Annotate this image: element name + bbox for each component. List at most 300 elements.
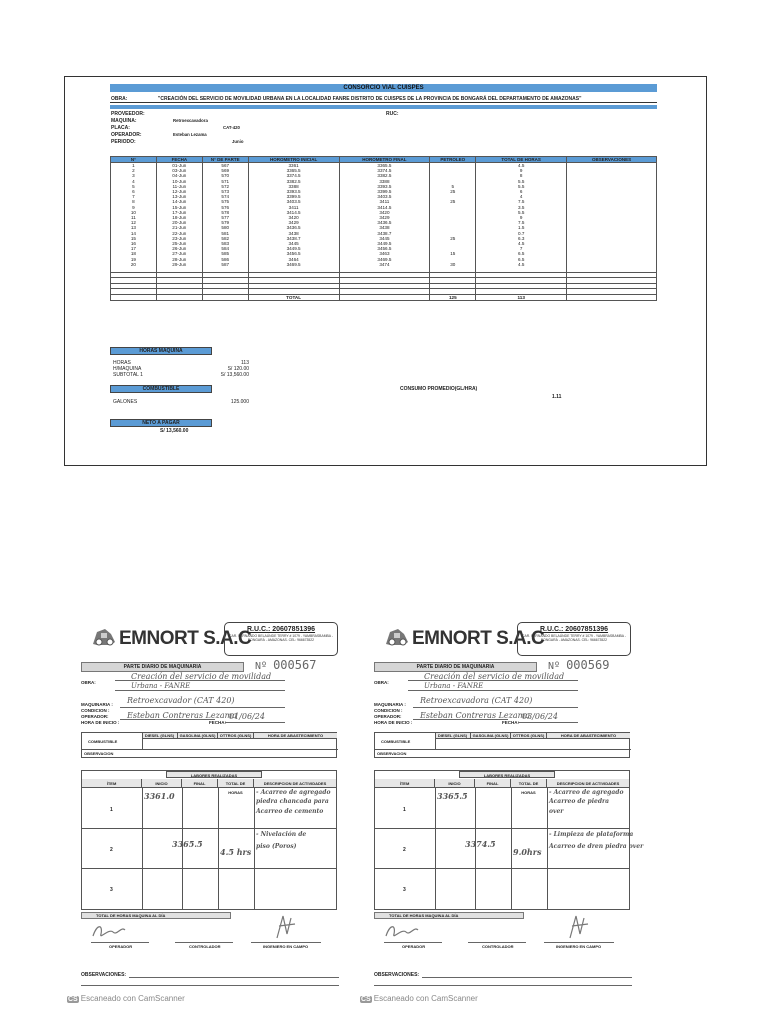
maquinaria-handwriting: Retroexcavadora (CAT 420) — [420, 696, 533, 705]
table-cell: 3393.5 — [248, 189, 339, 194]
col-petroleo: PETROLEO — [430, 157, 476, 163]
obra-value: "CREACIÓN DEL SERVICIO DE MOVILIDAD URBANA EN LA LOCALIDAD FANRE DISTRITO DE CUISPES DE LA PROVINCIA DE BONGARÁ DEL DEPARTAMENTO DE AMAZONAS" — [158, 96, 582, 102]
table-cell — [156, 294, 202, 300]
signature-line — [468, 942, 526, 943]
final-handwriting: 3374.5 — [465, 839, 496, 849]
obra-handwriting-1: Creación del servicio de movilidad — [424, 672, 565, 681]
hours-table — [110, 156, 657, 301]
table-cell: 3438.7 — [339, 231, 430, 236]
table-cell: 575 — [202, 199, 248, 204]
table-cell: 7.5 — [476, 220, 567, 225]
table-cell: 25-Jun — [156, 241, 202, 246]
fuel-header-diesel: DIESEL (GLNS) — [142, 733, 178, 739]
col-fecha: FECHA — [156, 157, 202, 163]
subtotal-row — [113, 372, 249, 378]
desc-handwriting: Acarreo de cemento — [256, 808, 324, 815]
table-cell — [111, 294, 157, 300]
desc-handwriting: - Acarreo de agregado — [256, 789, 331, 796]
fuel-table — [374, 732, 630, 758]
ruc-box — [517, 622, 631, 656]
valuation-sheet — [64, 76, 707, 466]
signature-ingeniero-icon — [564, 912, 592, 942]
table-cell: 113 — [476, 294, 567, 300]
observaciones-label: OBSERVACIONES: — [374, 972, 420, 978]
table-cell: 8 — [111, 199, 157, 204]
desc-handwriting: piedra chancada para — [256, 798, 329, 805]
signature-operador-icon — [89, 920, 129, 942]
table-cell: 7 — [476, 246, 567, 251]
total-row — [111, 294, 657, 300]
table-cell: 10 — [111, 210, 157, 215]
total-handwriting: 9.0hrs — [513, 847, 542, 857]
table-cell: 5.5 — [476, 179, 567, 184]
table-cell: 15 — [111, 236, 157, 241]
table-cell: 573 — [202, 189, 248, 194]
maquinaria-label: MAQUINARIA : — [374, 702, 406, 707]
lab-table-rule — [547, 788, 548, 910]
table-cell: 3 — [111, 173, 157, 178]
table-cell: 585 — [202, 251, 248, 256]
table-cell: TOTAL — [248, 294, 339, 300]
lab-table-rule — [435, 788, 436, 910]
table-cell: 11-Jun — [156, 184, 202, 189]
table-cell: 3449.5 — [339, 241, 430, 246]
combustible-label: COMBUSTIBLE — [88, 739, 118, 744]
item-number: 3 — [110, 887, 113, 893]
operador-label: OPERADOR: — [81, 714, 109, 719]
consumo-label: CONSUMO PROMEDIO(GL/HRA) — [400, 386, 478, 392]
table-cell: 27-Jun — [156, 251, 202, 256]
condicion-label: CONDICION : — [81, 708, 110, 713]
signature-line — [251, 942, 321, 943]
company-address: CAR. FERNANDO BELAÚNDE TERRY # 1079 - YAMBRASBAMBA - BONGARÁ - AMAZONAS. CEL: 966673522 — [522, 634, 626, 642]
table-cell: 5 — [430, 184, 476, 189]
maquinaria-label: MAQUINARIA : — [81, 702, 113, 707]
desc-handwriting: piso (Poros) — [256, 843, 297, 850]
table-cell: 3365.5 — [339, 163, 430, 169]
company-address: CAR. FERNANDO BELAÚNDE TERRY # 1079 - YAMBRASBAMBA - BONGARÁ - AMAZONAS. CEL: 966673522 — [229, 634, 333, 642]
col-observaciones: OBSERVACIONES — [567, 157, 657, 163]
table-cell: 3403.5 — [248, 199, 339, 204]
table-cell: 577 — [202, 215, 248, 220]
operador-handwriting: Esteban Contreras Lezama — [127, 711, 237, 720]
table-cell: 3429 — [248, 220, 339, 225]
ruc-box — [224, 622, 338, 656]
placa-label: PLACA: — [111, 125, 130, 131]
desc-handwriting: Acarreo de piedra — [549, 798, 610, 805]
table-cell: 9 — [476, 168, 567, 173]
item-number: 3 — [403, 887, 406, 893]
table-cell: 18-Jun — [156, 215, 202, 220]
company-brand: EMNORT S.A.C — [412, 628, 545, 649]
col-horometro-inicial: HOROMETRO INICIAL — [248, 157, 339, 163]
table-cell: 03-Jun — [156, 168, 202, 173]
fecha-handwriting: 01/06/24 — [229, 712, 265, 721]
table-cell: 3.5 — [476, 205, 567, 210]
table-cell: 01-Jun — [156, 163, 202, 169]
table-cell: 3388 — [339, 179, 430, 184]
lab-table-rule — [375, 868, 629, 869]
table-cell: 587 — [202, 262, 248, 267]
maquina-label: MAQUINA: — [111, 118, 137, 124]
serial-prefix: Nº — [548, 661, 561, 672]
table-cell: 3420 — [339, 210, 430, 215]
col-total-horas: TOTAL DE HORAS — [476, 157, 567, 163]
total-dia-bar: TOTAL DE HORAS MAQUINA AL DÍA — [81, 912, 231, 919]
obra-handwriting-2: Urbana - FANRE — [131, 682, 191, 690]
galones-value: 125.000 — [230, 399, 249, 405]
daily-report-form — [358, 620, 648, 1010]
fecha-underline — [225, 722, 285, 723]
lab-header-total: TOTAL DE HORAS — [218, 779, 254, 788]
obra-label: OBRA: — [111, 96, 128, 102]
item-number: 2 — [403, 847, 406, 853]
fecha-label: FECHA: — [502, 720, 519, 725]
serial-number — [255, 658, 316, 672]
company-logo-icon — [91, 626, 117, 648]
table-cell — [202, 294, 248, 300]
table-cell: 579 — [202, 220, 248, 225]
table-cell: 3438 — [248, 231, 339, 236]
observaciones-line — [422, 977, 632, 978]
fuel-header-gasolina: GASOLINA (GLNS) — [178, 733, 218, 739]
table-cell: 21-Jun — [156, 225, 202, 230]
table-cell: 8 — [476, 173, 567, 178]
lab-header-item: ÍTEM — [82, 779, 142, 788]
table-cell: 3463 — [339, 251, 430, 256]
table-cell: 3429 — [339, 215, 430, 220]
table-cell: 12 — [111, 220, 157, 225]
table-cell: 580 — [202, 225, 248, 230]
fuel-table — [81, 732, 337, 758]
camscanner-text: Escaneado con CamScanner — [373, 994, 478, 1003]
table-cell: 3420 — [248, 215, 339, 220]
observaciones-line — [129, 977, 339, 978]
galones-row — [113, 399, 249, 405]
fuel-header-diesel: DIESEL (GLNS) — [435, 733, 471, 739]
obra-underline — [115, 680, 285, 681]
table-cell: 3436.5 — [248, 225, 339, 230]
serial-value: 000567 — [273, 658, 317, 672]
table-cell: 3374.5 — [248, 173, 339, 178]
table-cell: 10-Jun — [156, 179, 202, 184]
lab-header-final: FINAL — [182, 779, 218, 788]
table-cell: 3388 — [248, 184, 339, 189]
table-cell: 15 — [430, 251, 476, 256]
lab-table-rule — [375, 828, 629, 829]
lab-table-rule — [142, 788, 143, 910]
sheet-title: CONSORCIO VIAL CUISPES — [110, 84, 657, 92]
company-logo-icon — [384, 626, 410, 648]
operador-value: Esteban Lezama — [173, 132, 207, 137]
signature-line — [544, 942, 614, 943]
sig-ingeniero: INGENIERO EN CAMPO — [263, 944, 309, 949]
fecha-label: FECHA: — [209, 720, 226, 725]
table-cell: 13 — [111, 225, 157, 230]
table-cell — [567, 294, 657, 300]
table-cell: 567 — [202, 163, 248, 169]
table-cell: 3403.5 — [339, 194, 430, 199]
table-cell: 7 — [111, 194, 157, 199]
table-cell: 3411 — [339, 199, 430, 204]
camscanner-badge: CS — [68, 996, 78, 1003]
fuel-table-rule — [375, 749, 631, 750]
subtotal-value: S/ 13,560.00 — [220, 372, 249, 378]
obra-row — [110, 95, 657, 103]
final-handwriting: 3365.5 — [172, 839, 203, 849]
lab-header-final: FINAL — [475, 779, 511, 788]
table-cell: 4.5 — [476, 163, 567, 169]
consumo-value: 1.11 — [552, 394, 562, 400]
col-n: N° — [111, 157, 157, 163]
table-cell: 1.5 — [476, 225, 567, 230]
galones-label: GALONES — [113, 399, 138, 405]
operador-underline — [120, 719, 215, 720]
table-cell: 6.5 — [476, 251, 567, 256]
desc-handwriting: Acarreo de dren piedra over — [549, 843, 644, 850]
signature-line — [175, 942, 233, 943]
table-cell: 20-Jun — [156, 220, 202, 225]
table-cell: 25 — [430, 199, 476, 204]
table-cell: 7.5 — [476, 199, 567, 204]
operador-label: OPERADOR: — [111, 132, 142, 138]
lab-table-rule — [511, 788, 512, 910]
ruc-number: R.U.C.: 20607851396 — [539, 626, 609, 633]
serial-number — [548, 658, 609, 672]
maquinaria-underline — [413, 707, 578, 708]
camscanner-badge: CS — [361, 996, 371, 1003]
proveedor-label: PROVEEDOR: — [111, 111, 145, 117]
lab-table-rule — [218, 788, 219, 910]
lab-header-descripcion: DESCRIPCION DE ACTIVIDADES — [547, 779, 629, 788]
serial-value: 000569 — [566, 658, 610, 672]
horas-label: HORAS — [113, 360, 131, 366]
hmaquina-value: S/ 120.00 — [227, 366, 249, 372]
signature-ingeniero-icon — [271, 912, 299, 942]
desc-handwriting: - Nivelación de — [256, 831, 307, 838]
table-cell: 3365.5 — [248, 168, 339, 173]
sig-controlador: CONTROLADOR — [482, 944, 514, 949]
serial-prefix: Nº — [255, 661, 268, 672]
col-parte: N° DE PARTE — [202, 157, 248, 163]
combustible-header: COMBUSTIBLE — [110, 385, 212, 393]
fecha-underline — [518, 722, 578, 723]
separator-bar — [110, 105, 657, 109]
sig-operador: OPERADOR — [109, 944, 133, 949]
ruc-label: RUC: — [386, 111, 399, 117]
table-cell: 3449.5 — [248, 246, 339, 251]
obra-underline — [408, 690, 578, 691]
lab-table-rule — [254, 788, 255, 910]
company-brand: EMNORT S.A.C — [119, 628, 252, 649]
fuel-header-gasolina: GASOLINA (GLNS) — [471, 733, 511, 739]
fuel-header-otros: OTTROS (GLNS) — [511, 733, 547, 739]
ruc-number: R.U.C.: 20607851396 — [246, 626, 316, 633]
table-cell: 3374.5 — [339, 168, 430, 173]
table-cell: 18 — [111, 251, 157, 256]
obra-label: OBRA: — [81, 680, 96, 685]
table-cell: 3469.5 — [339, 257, 430, 262]
combustible-label: COMBUSTIBLE — [381, 739, 411, 744]
table-cell: 04-Jun — [156, 173, 202, 178]
parte-title: PARTE DIARIO DE MAQUINARIA — [81, 662, 244, 672]
equipment-info — [110, 110, 657, 150]
neto-value: S/ 13,560.00 — [160, 428, 189, 434]
table-cell: 3445 — [339, 236, 430, 241]
table-cell: 570 — [202, 173, 248, 178]
table-cell: 3469.5 — [248, 262, 339, 267]
total-handwriting: 4.5 hrs — [220, 847, 252, 857]
lab-table-rule — [82, 868, 336, 869]
fuel-header-hora: HORA DE ABASTECIMIENTO — [254, 733, 337, 739]
table-cell: 19 — [111, 257, 157, 262]
fecha-handwriting: 03/06/24 — [522, 712, 558, 721]
daily-report-form — [65, 620, 355, 1010]
table-cell: 569 — [202, 168, 248, 173]
table-cell: 25 — [430, 189, 476, 194]
table-cell: 4.5 — [476, 241, 567, 246]
total-dia-bar: TOTAL DE HORAS MAQUINA AL DÍA — [374, 912, 524, 919]
horas-maquina-header: HORAS MAQUINA — [110, 347, 212, 355]
camscanner-watermark — [67, 994, 185, 1003]
table-cell: 3438.7 — [248, 236, 339, 241]
lab-table-rule — [475, 788, 476, 910]
table-cell: 571 — [202, 179, 248, 184]
maquinaria-underline — [120, 707, 285, 708]
table-cell: 17-Jun — [156, 210, 202, 215]
signature-operador-icon — [382, 920, 422, 942]
table-cell: 9 — [476, 215, 567, 220]
fuel-table-rule — [435, 733, 436, 749]
lab-header-descripcion: DESCRIPCION DE ACTIVIDADES — [254, 779, 336, 788]
fuel-header-otros: OTTROS (GLNS) — [218, 733, 254, 739]
placa-value: CAT-420 — [223, 125, 240, 130]
obra-underline — [408, 680, 578, 681]
table-cell: 22-Jun — [156, 231, 202, 236]
table-cell: 5.5 — [476, 184, 567, 189]
table-cell: 3361 — [248, 163, 339, 169]
table-cell: 16 — [111, 241, 157, 246]
observaciones-label: OBSERVACIONES: — [81, 972, 127, 978]
labores-table — [374, 770, 644, 910]
periodo-value: Junio — [232, 139, 244, 144]
signature-line — [91, 942, 149, 943]
observacion-label: OBSERVACION — [377, 751, 407, 756]
table-cell: 12-Jun — [156, 189, 202, 194]
subtotal-label: SUBTOTAL 1 — [113, 372, 143, 378]
lab-header-item: ÍTEM — [375, 779, 435, 788]
lab-table-rule — [82, 828, 336, 829]
table-cell: 581 — [202, 231, 248, 236]
item-number: 2 — [110, 847, 113, 853]
neto-header: NETO A PAGAR — [110, 419, 212, 427]
table-cell: 3382.5 — [339, 173, 430, 178]
table-cell: 4 — [111, 179, 157, 184]
table-cell: 3414.5 — [339, 205, 430, 210]
fuel-header-hora: HORA DE ABASTECIMIENTO — [547, 733, 630, 739]
table-cell: 3456.5 — [248, 251, 339, 256]
sig-operador: OPERADOR — [402, 944, 426, 949]
table-cell — [339, 294, 430, 300]
desc-handwriting: - Limpieza de plataforma — [549, 831, 634, 838]
horas-value: 113 — [241, 360, 249, 366]
labores-header: LABORES REALIZADAS — [459, 771, 555, 778]
table-cell: 15-Jun — [156, 205, 202, 210]
col-horometro-final: HOROMETRO FINAL — [339, 157, 430, 163]
lab-table-rule — [182, 788, 183, 910]
camscanner-text: Escaneado con CamScanner — [80, 994, 185, 1003]
observacion-label: OBSERVACION — [84, 751, 114, 756]
hora-inicio-label: HORA DE INICIO : — [81, 720, 120, 725]
table-cell: 3411 — [248, 205, 339, 210]
table-cell: 574 — [202, 194, 248, 199]
observaciones-line — [374, 985, 632, 986]
maquinaria-handwriting: Retroexcavador (CAT 420) — [127, 696, 235, 705]
periodo-label: PERIODO: — [111, 139, 136, 145]
lab-header-inicio: INICIO — [435, 779, 475, 788]
table-cell: 3445 — [248, 241, 339, 246]
condicion-label: CONDICION : — [374, 708, 403, 713]
table-cell: 3382.5 — [248, 179, 339, 184]
table-cell: 6.3 — [476, 236, 567, 241]
table-cell: 11 — [111, 215, 157, 220]
table-cell: 26-Jun — [156, 246, 202, 251]
table-cell: 3464 — [248, 257, 339, 262]
observaciones-line — [81, 985, 339, 986]
table-cell: 25 — [430, 236, 476, 241]
table-cell: 20 — [111, 262, 157, 267]
table-cell: 3474 — [339, 262, 430, 267]
table-cell: 6 — [476, 189, 567, 194]
table-cell: 582 — [202, 236, 248, 241]
hmaquina-label: H/MAQUINA — [113, 366, 142, 372]
table-cell: 14 — [111, 231, 157, 236]
inicio-handwriting: 3361.0 — [144, 791, 175, 801]
lab-header-inicio: INICIO — [142, 779, 182, 788]
table-cell: 572 — [202, 184, 248, 189]
table-cell: 5 — [111, 184, 157, 189]
inicio-handwriting: 3365.5 — [437, 791, 468, 801]
table-cell: 6 — [111, 189, 157, 194]
table-cell: 23-Jun — [156, 236, 202, 241]
operador-underline — [413, 719, 508, 720]
table-cell: 3414.5 — [248, 210, 339, 215]
operador-handwriting: Esteban Contreras Lezama — [420, 711, 530, 720]
table-cell: 586 — [202, 257, 248, 262]
table-cell: 576 — [202, 205, 248, 210]
lab-header-total: TOTAL DE HORAS — [511, 779, 547, 788]
table-cell: 4.5 — [476, 262, 567, 267]
parte-title: PARTE DIARIO DE MAQUINARIA — [374, 662, 537, 672]
camscanner-watermark — [360, 994, 478, 1003]
hora-inicio-label: HORA DE INICIO : — [374, 720, 413, 725]
desc-handwriting: - Acarreo de agregado — [549, 789, 624, 796]
table-cell: 3399.5 — [248, 194, 339, 199]
table-cell: 125 — [430, 294, 476, 300]
table-cell: 3393.5 — [339, 184, 430, 189]
table-cell: 14-Jun — [156, 199, 202, 204]
maquina-value: Retroexcavadora — [173, 118, 208, 123]
table-cell: 3456.5 — [339, 246, 430, 251]
sig-controlador: CONTROLADOR — [189, 944, 221, 949]
table-cell: 5.5 — [476, 210, 567, 215]
table-cell: 30 — [430, 262, 476, 267]
table-cell: 0.7 — [476, 231, 567, 236]
table-cell: 3436.5 — [339, 220, 430, 225]
table-cell: 9 — [111, 205, 157, 210]
sig-ingeniero: INGENIERO EN CAMPO — [556, 944, 602, 949]
item-number: 1 — [403, 807, 406, 813]
